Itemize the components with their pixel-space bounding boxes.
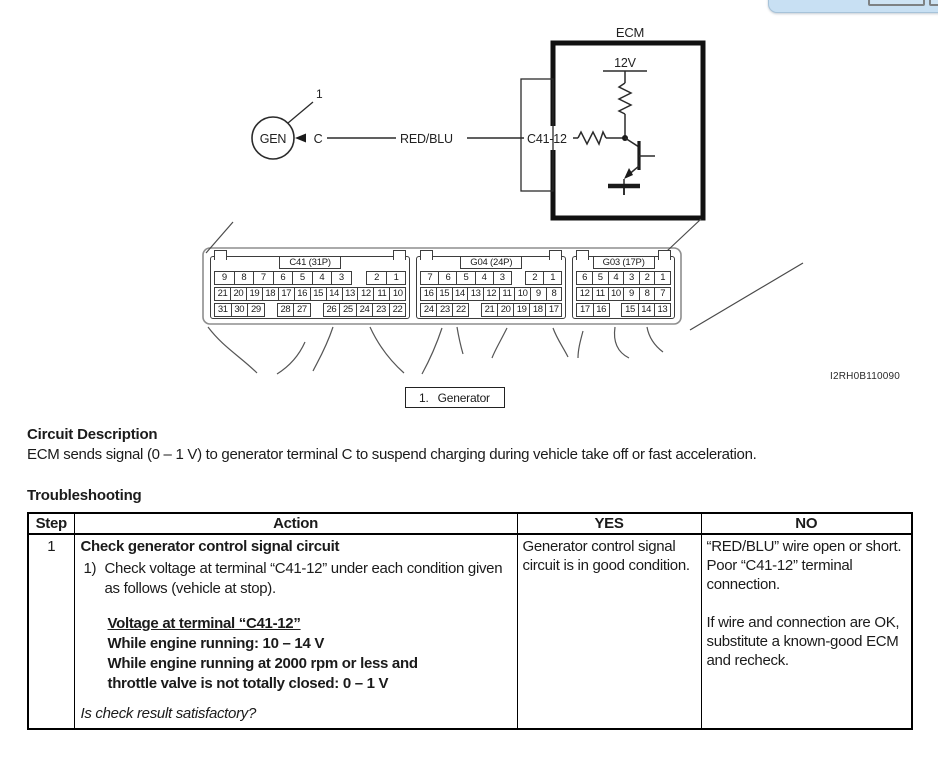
pin-cell: 17: [278, 287, 295, 301]
pin-row: [420, 287, 562, 301]
pin-cell: 1: [654, 271, 671, 285]
pin-cell: 14: [638, 303, 655, 317]
no-text-2: If wire and connection are OK, substitute a known-good ECM and recheck.: [706, 614, 900, 669]
circuit-description-heading: Circuit Description: [27, 426, 158, 443]
pin-cell: 18: [262, 287, 279, 301]
pin-cell: 14: [326, 287, 343, 301]
pin-row: [576, 303, 671, 317]
no-text-1: “RED/BLU” wire open or short. Poor “C41-12” terminal connection.: [706, 538, 902, 593]
pin-cell: 6: [576, 271, 593, 285]
pin-cell: 19: [246, 287, 263, 301]
connector-name: G04 (24P): [460, 256, 522, 269]
pin-cell: 4: [475, 271, 494, 285]
connector-name: C41 (31P): [279, 256, 341, 269]
pin-gap: [351, 271, 368, 285]
connector-tab: [549, 250, 562, 260]
table-row: [28, 534, 912, 729]
pin-cell: 3: [331, 271, 352, 285]
pin-cell: 12: [357, 287, 374, 301]
pin-gap: [468, 303, 482, 317]
legend-number: 1.: [419, 390, 429, 405]
pin-cell: 27: [293, 303, 311, 317]
pin-cell: 20: [497, 303, 514, 317]
pin-gap: [511, 271, 526, 285]
pin-cell: 16: [294, 287, 311, 301]
pin-cell: 29: [247, 303, 265, 317]
pin-row: [576, 287, 671, 301]
pullup-resistor: [619, 83, 631, 114]
pin-cell: 10: [389, 287, 406, 301]
connector-c41: [210, 256, 410, 319]
step-cell: 1: [28, 534, 74, 729]
pin-cell: 11: [499, 287, 516, 301]
action-question: Is check result satisfactory?: [80, 705, 257, 722]
toolbar-button[interactable]: [929, 0, 938, 6]
connector-tab: [576, 250, 589, 260]
pin-cell: 22: [452, 303, 469, 317]
pin-cell: 15: [310, 287, 327, 301]
spec-line: While engine running at 2000 rpm or less and throttle valve is not totally closed: 0 – 1 V: [107, 655, 418, 692]
connector-tab: [658, 250, 671, 260]
connector-tab: [214, 250, 227, 260]
pin-cell: 13: [467, 287, 484, 301]
action-title: Check generator control signal circuit: [80, 538, 340, 555]
supply-voltage-label: 12V: [614, 56, 636, 70]
pin-cell: 25: [339, 303, 357, 317]
pin-gap: [310, 303, 324, 317]
floating-toolbar: [768, 0, 938, 13]
wire-color-label: RED/BLU: [400, 132, 453, 146]
legend-label: Generator: [437, 390, 490, 405]
header-yes: YES: [517, 513, 701, 534]
header-step: Step: [28, 513, 74, 534]
connector-pinouts: [203, 248, 681, 324]
pin-cell: 20: [230, 287, 247, 301]
pin-cell: 14: [452, 287, 469, 301]
yes-cell: Generator control signal circuit is in good condition.: [517, 534, 701, 729]
pin-cell: 4: [312, 271, 333, 285]
ecm-terminal-label: C41-12: [527, 132, 567, 146]
spec-line: While engine running: 10 – 14 V: [107, 635, 325, 652]
pin-cell: 1: [543, 271, 562, 285]
pin-cell: 3: [623, 271, 640, 285]
pin-cell: 5: [292, 271, 313, 285]
pin-cell: 10: [514, 287, 531, 301]
pin-cell: 4: [608, 271, 625, 285]
terminal-c-label: C: [313, 132, 323, 146]
header-action: Action: [74, 513, 517, 534]
pin-cell: 17: [545, 303, 562, 317]
pin-cell: 7: [253, 271, 274, 285]
pin-cell: 12: [483, 287, 500, 301]
pin-cell: 28: [277, 303, 295, 317]
connector-tab: [393, 250, 406, 260]
pin-cell: 9: [623, 287, 640, 301]
pin-cell: 18: [529, 303, 546, 317]
pin-cell: 13: [654, 303, 671, 317]
pin-cell: 23: [436, 303, 453, 317]
pin-cell: 15: [436, 287, 453, 301]
connector-g03: [572, 256, 675, 319]
pin-row: [576, 271, 671, 285]
pin-cell: 2: [639, 271, 656, 285]
pin-gap: [264, 303, 278, 317]
header-no: NO: [701, 513, 912, 534]
action-item-text: Check voltage at terminal “C41-12” under each condition given as follows (vehicle at stop).: [104, 560, 503, 597]
pin-row: [214, 287, 406, 301]
table-header-row: [28, 513, 912, 534]
pin-cell: 9: [530, 287, 547, 301]
pin-cell: 15: [621, 303, 638, 317]
pin-cell: 16: [420, 287, 437, 301]
pin-gap: [609, 303, 623, 317]
connector-name: G03 (17P): [593, 256, 655, 269]
pin-row: [214, 271, 406, 285]
pin-cell: 16: [593, 303, 610, 317]
pin-cell: 24: [356, 303, 374, 317]
pin-cell: 21: [214, 287, 231, 301]
action-item-number: 1): [83, 560, 97, 577]
pin-cell: 11: [373, 287, 390, 301]
pin-cell: 6: [438, 271, 457, 285]
pin-row: [214, 303, 406, 317]
connector-tab: [420, 250, 433, 260]
callout-leader-line: [288, 102, 313, 123]
pin-row: [420, 271, 562, 285]
pin-cell: 7: [654, 287, 671, 301]
pin-cell: 7: [420, 271, 439, 285]
pin-cell: 8: [234, 271, 255, 285]
series-resistor: [578, 132, 606, 144]
troubleshooting-heading: Troubleshooting: [27, 487, 142, 504]
pin-cell: 5: [592, 271, 609, 285]
pin-cell: 12: [576, 287, 593, 301]
pin-cell: 30: [231, 303, 249, 317]
connector-g04: [416, 256, 566, 319]
pin-cell: 31: [214, 303, 232, 317]
pin-cell: 22: [389, 303, 407, 317]
pin-cell: 5: [456, 271, 475, 285]
circuit-diagram: [240, 20, 720, 230]
pin-cell: 21: [481, 303, 498, 317]
circuit-description-text: ECM sends signal (0 – 1 V) to generator terminal C to suspend charging during vehicle take off or fast acceleration.: [27, 446, 757, 463]
pin-cell: 9: [214, 271, 235, 285]
pin-cell: 10: [608, 287, 625, 301]
toolbar-button[interactable]: [868, 0, 925, 6]
transistor-symbol: [624, 138, 655, 179]
troubleshooting-table: [27, 512, 913, 730]
pin-cell: 24: [420, 303, 437, 317]
pin-cell: 2: [366, 271, 387, 285]
figure-code: I2RH0B110090: [830, 371, 901, 382]
pin-cell: 1: [386, 271, 407, 285]
spec-heading: Voltage at terminal “C41-12”: [107, 615, 301, 632]
pin-cell: 3: [493, 271, 512, 285]
pin-cell: 8: [639, 287, 656, 301]
ground-symbol: [608, 179, 640, 195]
legend-box: [405, 387, 505, 408]
wire-bundle-squiggles: [208, 327, 663, 374]
pin-cell: 23: [372, 303, 390, 317]
action-cell: [74, 534, 517, 729]
pin-row: [420, 303, 562, 317]
pin-cell: 17: [576, 303, 593, 317]
arrow-icon: [295, 134, 306, 143]
pin-cell: 26: [323, 303, 341, 317]
pin-cell: 6: [273, 271, 294, 285]
pin-cell: 8: [546, 287, 563, 301]
pin-cell: 11: [592, 287, 609, 301]
no-cell: [701, 534, 912, 729]
ecm-label: ECM: [615, 25, 645, 40]
pin-cell: 13: [342, 287, 359, 301]
callout-number: 1: [316, 87, 323, 101]
generator-label: GEN: [259, 132, 287, 146]
pin-cell: 19: [513, 303, 530, 317]
pin-cell: 2: [525, 271, 544, 285]
